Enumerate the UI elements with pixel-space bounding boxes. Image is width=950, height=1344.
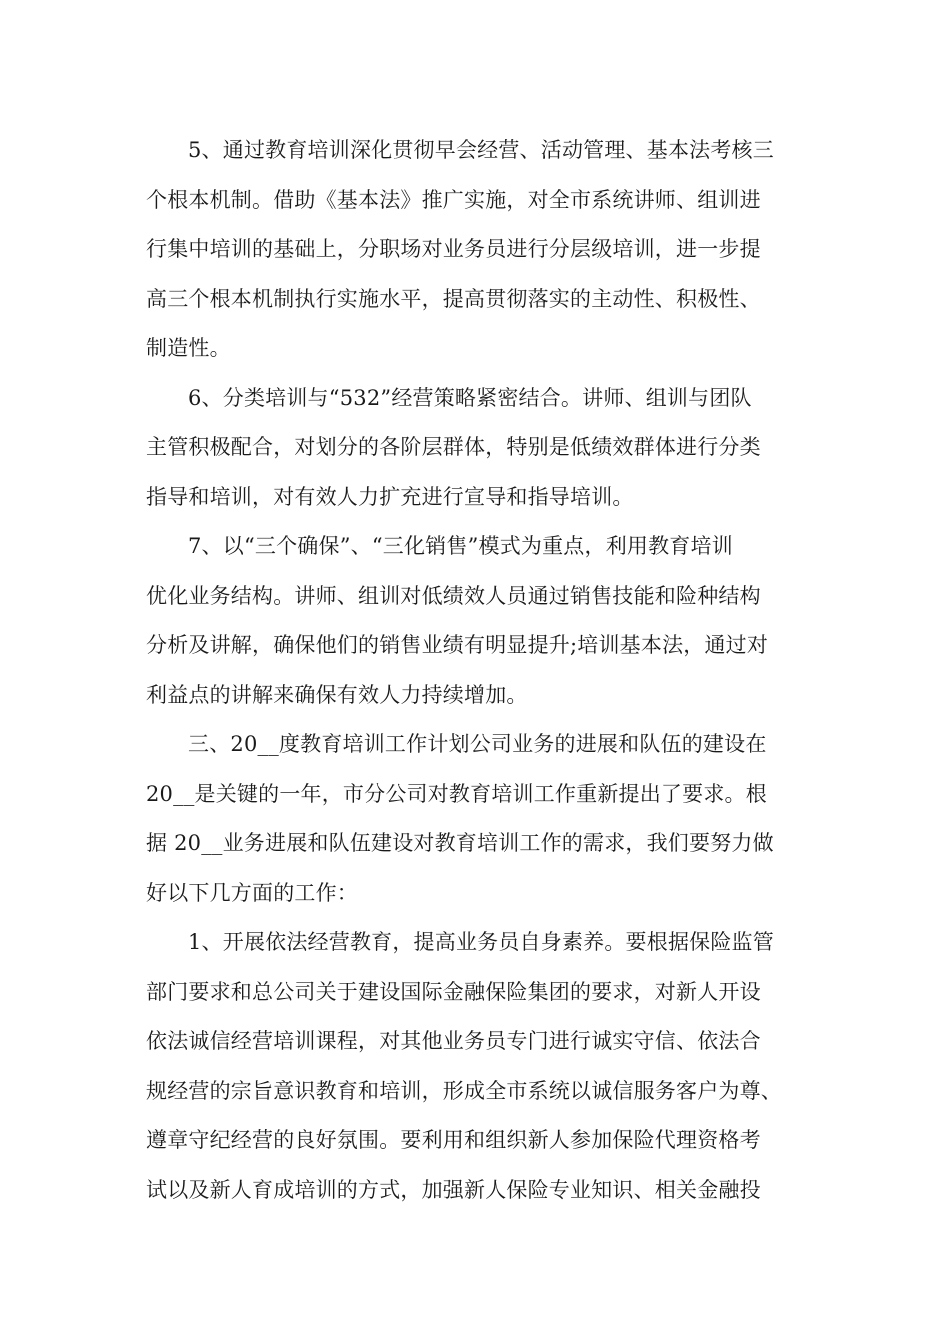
paragraph-7	[146, 522, 816, 720]
text-line: 据 20__业务进展和队伍建设对教育培训工作的需求，我们要努力做	[146, 831, 774, 855]
text-line: 指导和培训，对有效人力扩充进行宣导和指导培训。	[146, 484, 634, 509]
text-line: 部门要求和总公司关于建设国际金融保险集团的要求，对新人开设	[146, 979, 761, 1004]
text-line: 规经营的宗旨意识教育和培训，形成全市系统以诚信服务客户为尊、	[146, 1078, 782, 1103]
text-line: 6、分类培训与“532”经营策略紧密结合。讲师、组训与团队	[188, 385, 752, 410]
document-body	[146, 126, 816, 1215]
text-line: 高三个根本机制执行实施水平，提高贯彻落实的主动性、积极性、	[146, 286, 761, 311]
text-line: 利益点的讲解来确保有效人力持续增加。	[146, 682, 528, 707]
paragraph-1	[146, 918, 816, 1215]
text-line: 1、开展依法经营教育，提高业务员自身素养。要根据保险监管	[188, 930, 774, 954]
section-heading-line: 三、20__度教育培训工作计划公司业务的进展和队伍的建设在	[188, 732, 767, 756]
text-line: 依法诚信经营培训课程，对其他业务员专门进行诚实守信、依法合	[146, 1029, 761, 1053]
section-three	[146, 720, 816, 918]
text-line: 7、以“三个确保”、“三化销售”模式为重点，利用教育培训	[188, 534, 733, 558]
text-line: 遵章守纪经营的良好氛围。要利用和组织新人参加保险代理资格考	[146, 1128, 761, 1152]
text-line: 好以下几方面的工作：	[146, 880, 358, 905]
text-line: 行集中培训的基础上，分职场对业务员进行分层级培训，进一步提	[146, 237, 761, 261]
text-line: 5、通过教育培训深化贯彻早会经营、活动管理、基本法考核三	[188, 138, 774, 162]
paragraph-5	[146, 126, 816, 374]
text-line: 优化业务结构。讲师、组训对低绩效人员通过销售技能和险种结构	[146, 583, 761, 608]
paragraph-6	[146, 374, 816, 523]
text-line: 20__是关键的一年，市分公司对教育培训工作重新提出了要求。根	[146, 781, 767, 806]
text-line: 制造性。	[146, 336, 231, 360]
text-line: 主管积极配合，对划分的各阶层群体，特别是低绩效群体进行分类	[146, 435, 761, 459]
text-line: 个根本机制。借助《基本法》推广实施，对全市系统讲师、组训进	[146, 187, 761, 212]
text-line: 试以及新人育成培训的方式，加强新人保险专业知识、相关金融投	[146, 1177, 761, 1202]
text-line: 分析及讲解，确保他们的销售业绩有明显提升;培训基本法，通过对	[146, 633, 769, 657]
